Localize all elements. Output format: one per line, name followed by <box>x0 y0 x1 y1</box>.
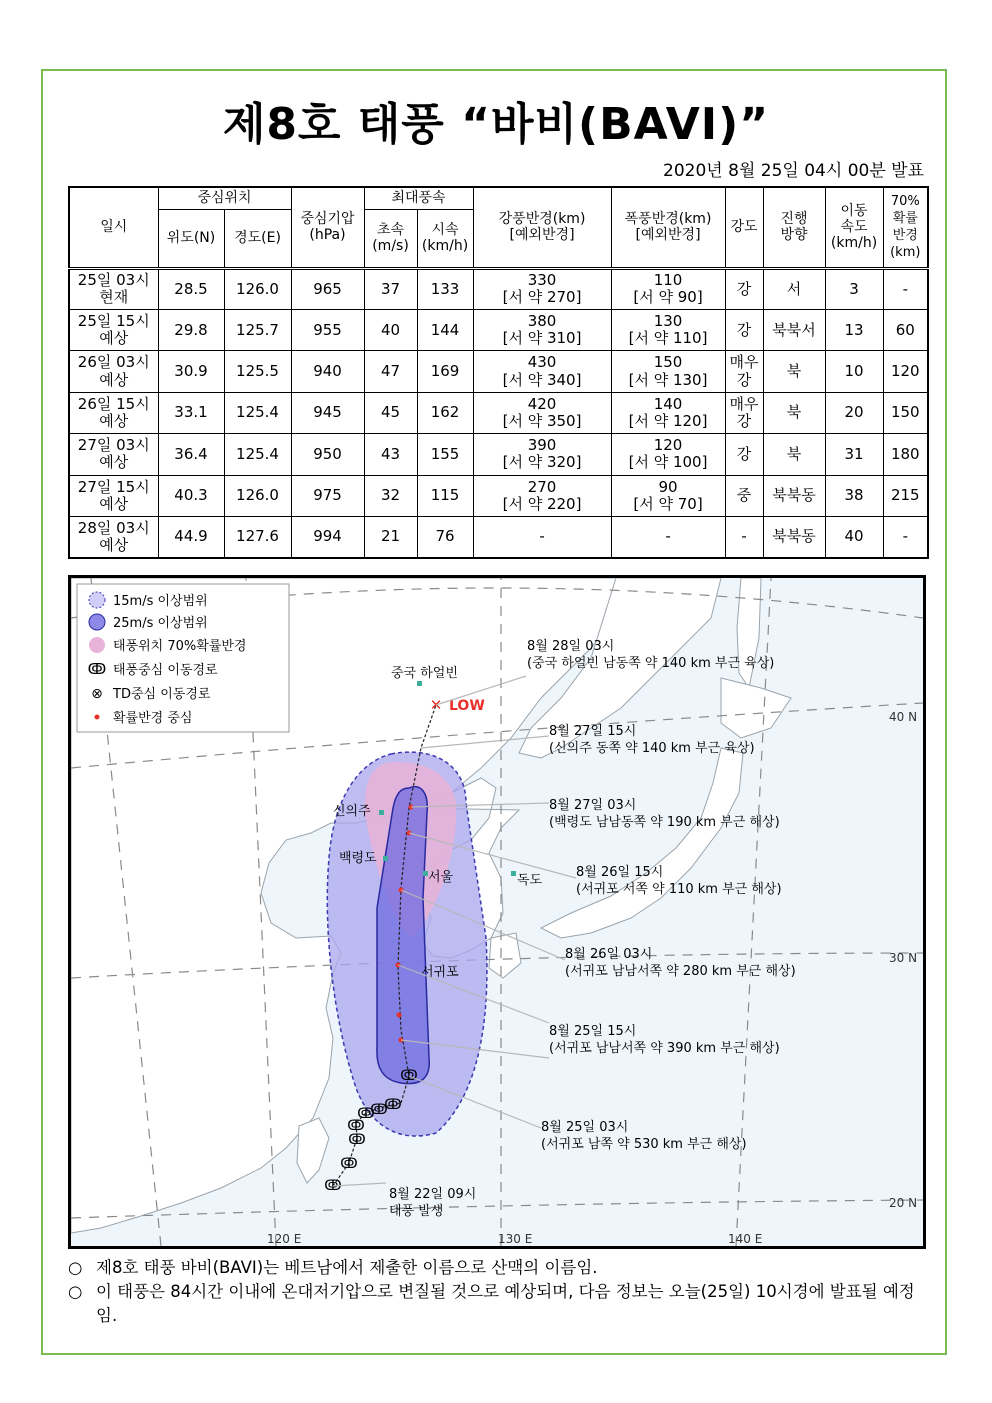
typhoon-track-map <box>68 575 926 1249</box>
header-prob-text: 70% 확률 반경 (km) <box>890 194 921 261</box>
callout-4-time: 8월 26일 15시 <box>576 865 664 880</box>
cell-intensity: 매우 강 <box>725 392 763 433</box>
table-row <box>69 392 928 433</box>
header-pressure-text: 중심기압 (hPa) <box>300 211 355 244</box>
place-seoul: 서울 <box>428 870 454 885</box>
callout-4-desc: (서귀포 서쪽 약 110 km 부근 해상) <box>576 882 782 897</box>
header-storm <box>611 187 725 268</box>
cell-ms: 32 <box>364 475 417 516</box>
callout-5-time: 8월 26일 03시 <box>565 947 653 962</box>
cell-storm: 110 [서 약 90] <box>611 268 725 309</box>
callout-7-time: 8월 25일 03시 <box>541 1120 629 1135</box>
cell-time: 25일 15시 예상 <box>69 309 158 350</box>
cell-speed: 3 <box>825 268 883 309</box>
cell-intensity: 강 <box>725 434 763 475</box>
cell-speed: 38 <box>825 475 883 516</box>
header-gale <box>473 187 611 268</box>
map-legend <box>77 584 289 732</box>
header-direction-text: 진행 방향 <box>780 211 808 244</box>
cell-lat: 33.1 <box>158 392 224 433</box>
baengnyeong-marker <box>383 856 388 861</box>
cell-speed: 13 <box>825 309 883 350</box>
cell-lat: 44.9 <box>158 517 224 558</box>
cell-storm: 140 [서 약 120] <box>611 392 725 433</box>
cell-prob: - <box>883 268 928 309</box>
note-bullet: ○ <box>68 1282 83 1301</box>
place-harbin: 중국 하얼빈 <box>391 666 458 681</box>
header-direction <box>763 187 825 268</box>
legend-td-track-icon: ⊗ <box>91 686 103 702</box>
cell-speed: 31 <box>825 434 883 475</box>
cell-intensity: 매우 강 <box>725 351 763 392</box>
callout-1-desc: (중국 하얼빈 남동쪽 약 140 km 부근 육상) <box>527 656 775 671</box>
cell-storm: 120 [서 약 100] <box>611 434 725 475</box>
cell-gale: 420 [서 약 350] <box>473 392 611 433</box>
low-label: LOW <box>449 698 485 714</box>
cell-kmh: 133 <box>417 268 473 309</box>
cell-ms: 43 <box>364 434 417 475</box>
cell-storm: 130 [서 약 110] <box>611 309 725 350</box>
svg-text:ↂ: ↂ <box>348 1132 366 1148</box>
cell-time: 28일 03시 예상 <box>69 517 158 558</box>
note-text: 이 태풍은 84시간 이내에 온대저기압으로 변질될 것으로 예상되며, 다음 정보는 오늘(25일) 10시경에 발표될 예정임. <box>96 1282 915 1325</box>
legend-25ms: 25m/s 이상범위 <box>113 616 208 631</box>
cell-ms: 47 <box>364 351 417 392</box>
dokdo-marker <box>511 871 516 876</box>
header-prob <box>883 187 928 268</box>
svg-text:ↂ: ↂ <box>400 1068 418 1084</box>
table-body <box>69 268 928 558</box>
place-baengnyeong: 백령도 <box>339 851 377 866</box>
cell-direction: 북 <box>763 434 825 475</box>
legend-prob-center: 확률반경 중심 <box>113 711 193 726</box>
svg-text:ↂ: ↂ <box>384 1097 402 1113</box>
callout-6-desc: (서귀포 남남서쪽 약 390 km 부근 해상) <box>549 1041 780 1056</box>
cell-prob: 215 <box>883 475 928 516</box>
cell-prob: 150 <box>883 392 928 433</box>
header-speed-text: 이동 속도 (km/h) <box>830 203 878 252</box>
issued-datetime: 2020년 8월 25일 04시 00분 발표 <box>663 161 924 181</box>
header-center: 중심위치 <box>158 187 291 209</box>
table-row <box>69 434 928 475</box>
cell-pressure: 955 <box>291 309 364 350</box>
cell-prob: - <box>883 517 928 558</box>
cell-kmh: 155 <box>417 434 473 475</box>
lat-label-40: 40 N <box>889 710 918 724</box>
legend-25ms-icon <box>89 614 105 630</box>
place-sinuiju: 신의주 <box>333 804 371 819</box>
legend-prob-center-icon <box>95 715 100 720</box>
cell-prob: 60 <box>883 309 928 350</box>
cell-gale: 430 [서 약 340] <box>473 351 611 392</box>
cell-lat: 29.8 <box>158 309 224 350</box>
cell-direction: 북북서 <box>763 309 825 350</box>
legend-typhoon-track: 태풍중심 이동경로 <box>113 663 218 678</box>
cell-lat: 36.4 <box>158 434 224 475</box>
callout-1-time: 8월 28일 03시 <box>527 639 615 654</box>
cell-ms: 37 <box>364 268 417 309</box>
lon-label-130: 130 E <box>498 1232 533 1246</box>
cell-lat: 30.9 <box>158 351 224 392</box>
cell-speed: 10 <box>825 351 883 392</box>
header-lat: 위도(N) <box>158 209 224 268</box>
svg-text:ↂ: ↂ <box>347 1118 365 1134</box>
callout-2-time: 8월 27일 15시 <box>549 724 637 739</box>
cell-direction: 북북동 <box>763 517 825 558</box>
legend-15ms-icon <box>89 592 105 608</box>
place-dokdo: 독도 <box>517 873 543 888</box>
harbin-marker <box>417 681 422 686</box>
table-row <box>69 475 928 516</box>
place-seogwipo: 서귀포 <box>421 965 459 980</box>
cell-time: 26일 03시 예상 <box>69 351 158 392</box>
header-pressure <box>291 187 364 268</box>
legend-td-track: TD중심 이동경로 <box>113 687 211 702</box>
cell-lon: 125.4 <box>224 392 291 433</box>
note-bullet: ○ <box>68 1258 83 1277</box>
cell-intensity: 중 <box>725 475 763 516</box>
header-kmh-text: 시속 (km/h) <box>421 221 469 254</box>
svg-text:ↂ: ↂ <box>324 1178 342 1194</box>
note-item <box>68 1256 930 1280</box>
note-text: 제8호 태풍 바비(BAVI)는 베트남에서 제출한 이름으로 산맥의 이름임. <box>96 1258 598 1277</box>
typhoon-forecast-table <box>68 186 929 559</box>
legend-prob: 태풍위치 70%확률반경 <box>113 639 247 654</box>
sinuiju-marker <box>379 810 384 815</box>
callout-3-time: 8월 27일 03시 <box>549 798 637 813</box>
cell-lat: 28.5 <box>158 268 224 309</box>
svg-text:ↂ: ↂ <box>340 1156 358 1172</box>
cell-intensity: 강 <box>725 268 763 309</box>
header-lon: 경도(E) <box>224 209 291 268</box>
low-x-icon: ✕ <box>429 696 443 714</box>
cell-kmh: 169 <box>417 351 473 392</box>
note-item <box>68 1280 930 1328</box>
cell-lon: 127.6 <box>224 517 291 558</box>
header-maxwind: 최대풍속 <box>364 187 473 209</box>
header-gale-text: 강풍반경(km) [예외반경] <box>498 211 586 244</box>
header-kmh <box>417 209 473 268</box>
page-title: 제8호 태풍 “바비(BAVI)” <box>222 99 770 150</box>
cell-pressure: 945 <box>291 392 364 433</box>
cell-ms: 21 <box>364 517 417 558</box>
table-row <box>69 517 928 558</box>
cell-kmh: 76 <box>417 517 473 558</box>
svg-text:ↂ: ↂ <box>370 1102 388 1118</box>
callout-8-time: 8월 22일 09시 <box>389 1187 477 1202</box>
cell-lon: 125.5 <box>224 351 291 392</box>
callout-3-desc: (백령도 남남동쪽 약 190 km 부근 해상) <box>549 815 780 830</box>
legend-15ms: 15m/s 이상범위 <box>113 594 208 609</box>
header-storm-text: 폭풍반경(km) [예외반경] <box>624 211 712 244</box>
cell-kmh: 115 <box>417 475 473 516</box>
cell-lat: 40.3 <box>158 475 224 516</box>
cell-gale: 390 [서 약 320] <box>473 434 611 475</box>
header-intensity: 강도 <box>725 187 763 268</box>
cell-gale: - <box>473 517 611 558</box>
header-time: 일시 <box>69 187 158 268</box>
lat-label-30: 30 N <box>889 951 918 965</box>
cell-pressure: 975 <box>291 475 364 516</box>
table-row <box>69 268 928 309</box>
cell-ms: 45 <box>364 392 417 433</box>
callout-6-time: 8월 25일 15시 <box>549 1024 637 1039</box>
cell-lon: 126.0 <box>224 475 291 516</box>
table-row <box>69 309 928 350</box>
cell-prob: 180 <box>883 434 928 475</box>
cell-gale: 330 [서 약 270] <box>473 268 611 309</box>
legend-typhoon-track-icon: ↂ <box>87 660 107 678</box>
cell-gale: 380 [서 약 310] <box>473 309 611 350</box>
legend-prob-icon <box>89 637 105 653</box>
cell-direction: 북북동 <box>763 475 825 516</box>
notes <box>68 1256 930 1328</box>
cell-time: 27일 03시 예상 <box>69 434 158 475</box>
map-svg <box>71 578 923 1246</box>
header-ms <box>364 209 417 268</box>
cell-pressure: 994 <box>291 517 364 558</box>
table-row <box>69 351 928 392</box>
callout-8-desc: 태풍 발생 <box>389 1204 444 1219</box>
cell-lon: 125.7 <box>224 309 291 350</box>
cell-storm: 90 [서 약 70] <box>611 475 725 516</box>
cell-ms: 40 <box>364 309 417 350</box>
cell-kmh: 162 <box>417 392 473 433</box>
cell-lon: 125.4 <box>224 434 291 475</box>
lon-label-120: 120 E <box>267 1232 302 1246</box>
lat-label-20: 20 N <box>889 1196 918 1210</box>
cell-speed: 40 <box>825 517 883 558</box>
lon-label-140: 140 E <box>728 1232 763 1246</box>
cell-time: 27일 15시 예상 <box>69 475 158 516</box>
cell-time: 25일 03시 현재 <box>69 268 158 309</box>
callout-7-desc: (서귀포 남쪽 약 530 km 부근 해상) <box>541 1137 747 1152</box>
cell-prob: 120 <box>883 351 928 392</box>
callout-2-desc: (신의주 동쪽 약 140 km 부근 육상) <box>549 741 755 756</box>
cell-intensity: - <box>725 517 763 558</box>
cell-direction: 북 <box>763 351 825 392</box>
cell-time: 26일 15시 예상 <box>69 392 158 433</box>
cell-direction: 북 <box>763 392 825 433</box>
header-speed <box>825 187 883 268</box>
svg-text:ↂ: ↂ <box>357 1106 375 1122</box>
cell-direction: 서 <box>763 268 825 309</box>
callout-5-desc: (서귀포 남남서쪽 약 280 km 부근 해상) <box>565 964 796 979</box>
cell-intensity: 강 <box>725 309 763 350</box>
cell-speed: 20 <box>825 392 883 433</box>
cell-pressure: 940 <box>291 351 364 392</box>
cell-gale: 270 [서 약 220] <box>473 475 611 516</box>
cell-storm: - <box>611 517 725 558</box>
cell-storm: 150 [서 약 130] <box>611 351 725 392</box>
header-ms-text: 초속 (m/s) <box>372 221 409 254</box>
cell-pressure: 965 <box>291 268 364 309</box>
cell-lon: 126.0 <box>224 268 291 309</box>
cell-kmh: 144 <box>417 309 473 350</box>
cell-pressure: 950 <box>291 434 364 475</box>
